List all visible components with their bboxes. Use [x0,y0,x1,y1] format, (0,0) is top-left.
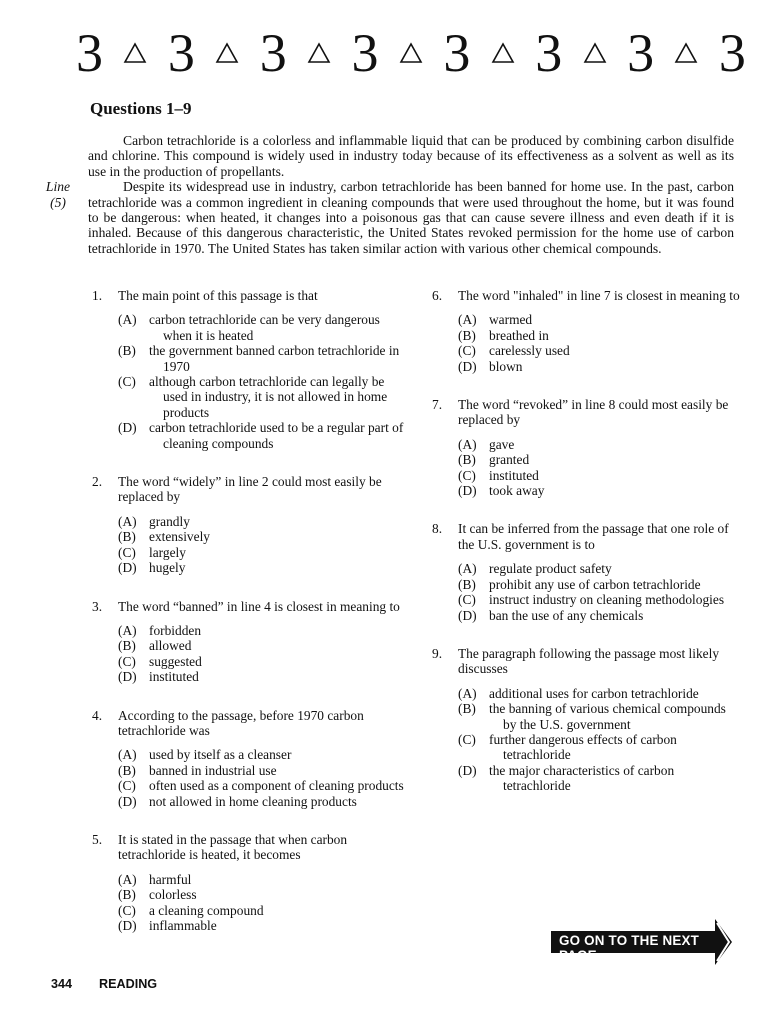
answer-option[interactable] [118,623,412,638]
option-text: although carbon tetrachloride can legally be used in industry, it is not allowed in home products [149,374,388,420]
questions-left-column [92,288,412,956]
option-text: carbon tetrachloride can be very dangerous when it is heated [149,312,380,343]
option-letter: (D) [458,483,477,499]
question-item [92,708,412,809]
triangle-icon [123,42,147,64]
option-letter: (C) [458,592,476,608]
answer-options [118,747,412,809]
answer-option[interactable] [118,887,412,902]
option-letter: (B) [118,887,136,903]
option-text: breathed in [489,327,549,343]
option-letter: (B) [458,452,476,468]
option-letter: (B) [118,343,136,359]
option-letter: (A) [458,436,477,452]
option-letter: (C) [458,731,476,747]
question-item [432,397,742,498]
answer-options [118,872,412,934]
answer-option[interactable] [118,872,412,887]
option-text: warmed [489,312,533,328]
option-text: largely [149,544,186,560]
answer-option[interactable] [118,654,412,669]
option-letter: (A) [118,871,137,887]
answer-option[interactable] [458,483,742,498]
option-text: suggested [149,653,202,669]
option-letter: (D) [458,762,477,778]
option-text: colorless [149,887,197,903]
question-stem: According to the passage, before 1970 carbon tetrachloride was [118,707,364,738]
question-item [92,474,412,575]
option-text: harmful [149,871,192,887]
option-text: hugely [149,560,186,576]
section-number: 3 [627,23,655,83]
option-letter: (A) [458,561,477,577]
question-stem: The paragraph following the passage most likely discusses [458,645,720,677]
answer-options [118,514,412,576]
option-text: the banning of various chemical compounds by the U.S. government [489,701,726,732]
answer-option[interactable] [118,903,412,918]
triangle-icon [215,42,239,64]
answer-option[interactable] [118,343,412,374]
line-marker-label: Line [45,179,71,194]
question-item [432,521,742,622]
question-stem: The word "inhaled" in line 7 is closest in meaning to [458,288,740,303]
option-letter: (A) [458,312,477,328]
option-letter: (C) [118,653,136,669]
option-letter: (A) [118,513,137,529]
option-letter: (D) [118,420,137,436]
answer-options [118,623,412,685]
question-item [432,288,742,374]
answer-option[interactable] [118,794,412,809]
question-stem: It can be inferred from the passage that one role of the U.S. government is to [458,521,729,552]
option-text: further dangerous effects of carbon tetrachloride [489,731,677,763]
option-letter: (B) [458,327,476,343]
answer-options [458,686,742,794]
option-letter: (A) [458,685,477,701]
question-number: 1. [92,288,103,303]
option-letter: (C) [458,467,476,483]
answer-option[interactable] [118,420,412,451]
section-number: 3 [351,23,379,83]
option-letter: (D) [118,918,137,933]
question-item [92,599,412,685]
triangle-icon [399,42,423,64]
answer-option[interactable] [458,437,742,452]
question-stem: The word “revoked” in line 8 could most easily be replaced by [458,397,729,428]
question-stem: The word “widely” in line 2 could most easily be replaced by [118,474,382,505]
answer-options [118,312,412,451]
triangle-icon [307,42,331,64]
option-text: banned in industrial use [149,762,277,778]
option-text: granted [489,452,530,468]
option-letter: (B) [458,576,476,592]
section-number: 3 [535,23,563,83]
answer-option[interactable] [118,374,412,420]
option-text: gave [489,436,515,452]
answer-option[interactable] [118,514,412,529]
questions-title: Questions 1–9 [90,99,192,118]
answer-option[interactable] [118,312,412,343]
section-number: 3 [718,23,746,83]
go-to-next-page-button[interactable] [551,917,733,967]
answer-option[interactable] [118,669,412,684]
option-text: carbon tetrachloride used to be a regular part of cleaning compounds [149,420,404,451]
answer-option[interactable] [458,312,742,327]
option-letter: (C) [118,902,136,918]
option-letter: (B) [118,762,136,778]
reading-passage [88,133,734,256]
answer-option[interactable] [458,359,742,374]
section-number: 3 [76,23,103,83]
option-letter: (D) [118,793,137,809]
question-number: 7. [432,397,443,413]
option-text: inflammable [149,918,217,933]
answer-option[interactable] [458,343,742,358]
option-text: regulate product safety [489,561,612,577]
question-stem: The main point of this passage is that [118,288,318,303]
option-text: used by itself as a cleanser [149,747,292,763]
option-letter: (D) [118,560,137,576]
option-letter: (D) [118,669,137,685]
option-letter: (A) [118,747,137,763]
answer-option[interactable] [118,560,412,575]
passage-paragraph: Despite its widespread use in industry, carbon tetrachloride has been banned for home use. In the past, carbon tetrachloride was a common ingredient in cleaning compounds that were used throughout the home, but it was found to be dangerous: when heated, it changes into a poisonous gas that can cause severe illness and even death if it is inhaled. Because of this dangerous characteristic, the United States revoked permission for the home use of carbon tetrachloride in 1970. The United States has taken similar action with various other chemical compounds. [88,179,734,256]
triangle-icon [491,42,515,64]
answer-option[interactable] [458,686,742,701]
answer-option[interactable] [118,747,412,762]
triangle-icon [583,42,607,64]
question-number: 9. [432,645,443,661]
answer-option[interactable] [458,732,742,763]
option-letter: (C) [118,544,136,560]
question-number: 5. [92,831,103,847]
answer-option[interactable] [118,545,412,560]
option-text: a cleaning compound [149,902,264,918]
answer-option[interactable] [458,701,742,732]
option-text: blown [489,358,523,374]
option-text: carelessly used [489,343,570,359]
option-letter: (A) [118,312,137,328]
option-letter: (C) [458,343,476,359]
option-text: the government banned carbon tetrachloride in 1970 [149,343,400,374]
option-letter: (C) [118,374,136,390]
questions-right-column [432,288,742,817]
question-item [92,832,412,933]
option-text: allowed [149,638,192,654]
option-text: not allowed in home cleaning products [149,793,357,809]
section-number: 3 [259,23,287,83]
answer-option[interactable] [458,468,742,483]
triangle-icon [674,42,698,64]
option-text: extensively [149,529,210,545]
option-text: ban the use of any chemicals [489,607,644,623]
answer-option[interactable] [118,529,412,544]
answer-option[interactable] [458,328,742,343]
answer-options [458,561,742,623]
option-letter: (C) [118,778,136,794]
option-text: often used as a component of cleaning products [149,778,404,794]
option-text: forbidden [149,622,202,638]
option-text: prohibit any use of carbon tetrachloride [489,576,701,592]
question-number: 6. [432,288,443,303]
answer-options [458,312,742,374]
answer-option[interactable] [458,592,742,607]
option-letter: (A) [118,622,137,638]
option-letter: (B) [118,638,136,654]
option-text: instituted [149,669,199,685]
question-number: 8. [432,521,443,537]
page-footer [51,977,157,991]
option-letter: (B) [458,701,476,717]
answer-option[interactable] [458,561,742,576]
answer-option[interactable] [458,763,742,794]
option-letter: (B) [118,529,136,545]
option-letter: (D) [458,358,477,374]
answer-option[interactable] [458,577,742,592]
page-number: 344 [51,977,73,991]
line-marker-number: (5) [50,195,66,210]
answer-option[interactable] [458,608,742,623]
option-letter: (D) [458,607,477,623]
answer-option[interactable] [118,778,412,793]
option-text: instituted [489,467,539,483]
section-name: READING [99,977,158,991]
answer-option[interactable] [118,763,412,778]
option-text: instruct industry on cleaning methodologies [489,592,725,608]
section-number: 3 [167,23,195,83]
option-text: the major characteristics of carbon tetrachloride [489,762,675,794]
next-page-label: GO ON TO THE NEXT PAGE [559,933,700,963]
option-text: grandly [149,513,190,529]
question-stem: The word “banned” in line 4 is closest in meaning to [118,598,400,614]
passage-paragraph: Carbon tetrachloride is a colorless and inflammable liquid that can be produced by combining carbon disulfide and chlorine. This compound is widely used in industry today because of its effectiveness as a solvent as well as its use in the production of propellants. [88,133,734,179]
question-number: 2. [92,474,103,490]
answer-options [458,437,742,499]
question-item [92,288,412,451]
answer-option[interactable] [458,452,742,467]
section-number: 3 [443,23,471,83]
question-number: 4. [92,707,103,723]
section-header-band [76,22,746,84]
question-stem: It is stated in the passage that when carbon tetrachloride is heated, it becomes [118,831,348,863]
answer-option[interactable] [118,918,412,933]
option-text: took away [489,483,545,499]
question-number: 3. [92,598,103,614]
question-item [432,646,742,794]
answer-option[interactable] [118,638,412,653]
option-text: additional uses for carbon tetrachloride [489,685,699,701]
